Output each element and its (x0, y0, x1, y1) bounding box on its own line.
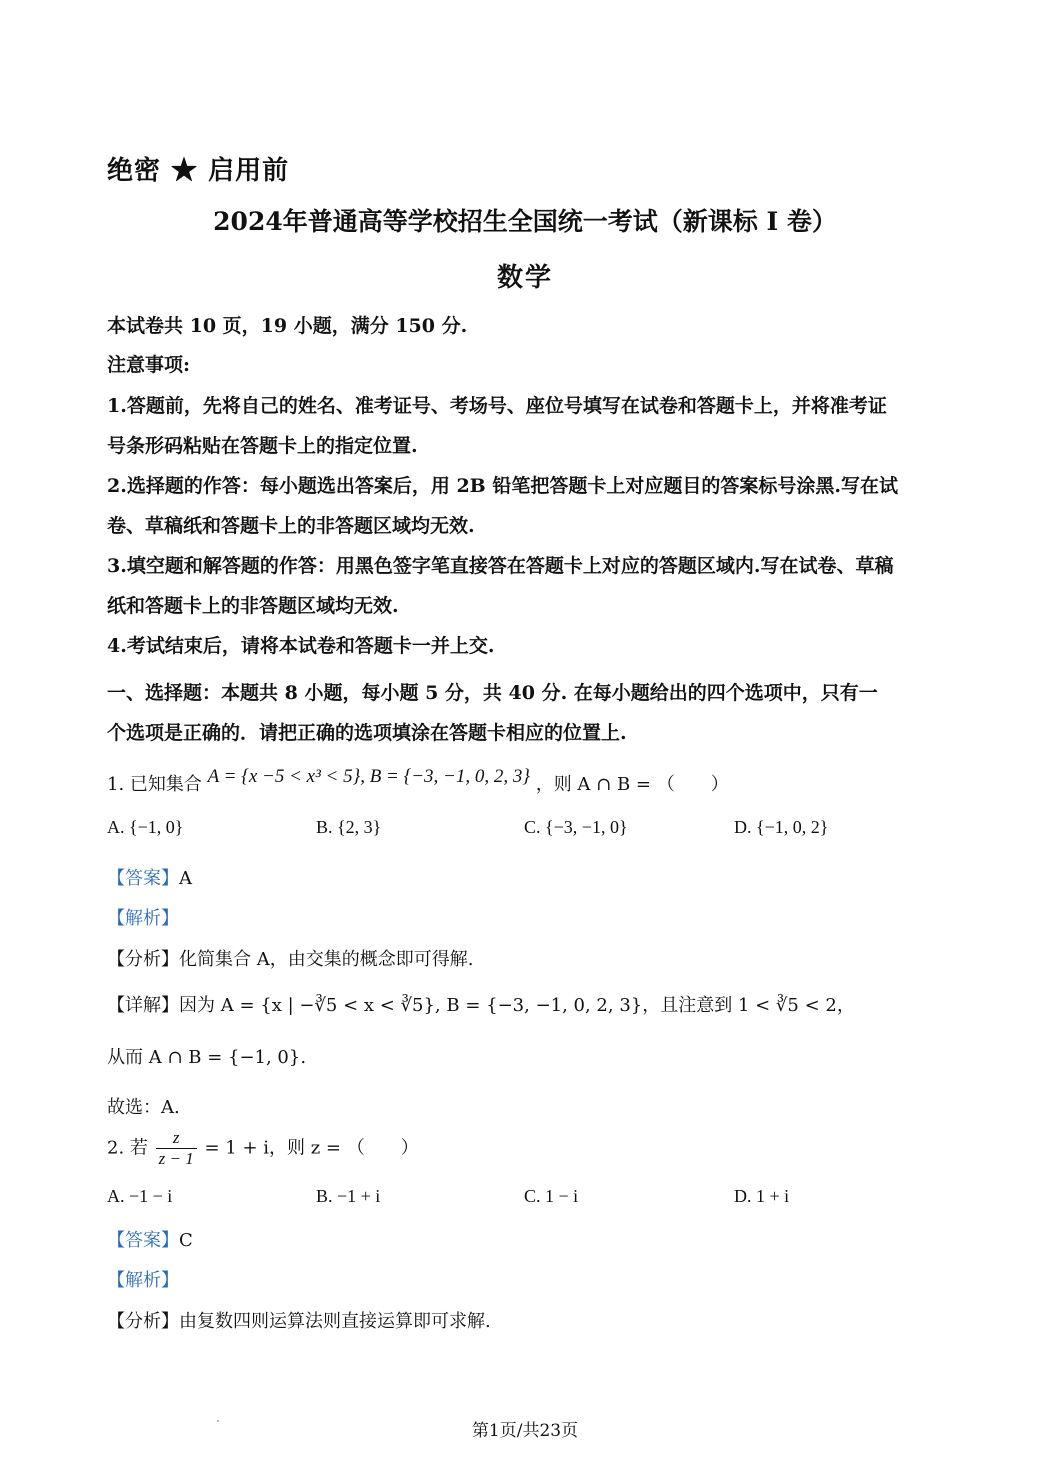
detail-text: 因为 A = {x | −∛5 < x < ∛5}, B = {−3, −1, 0, 2, 3}，且注意到 1 < ∛5 < 2， (179, 995, 855, 1016)
section-heading-line-2: 个选项是正确的．请把正确的选项填涂在答题卡相应的位置上. (107, 722, 627, 744)
notice-heading: 注意事项: (107, 354, 191, 376)
notice-1-line-1: 1.答题前，先将自己的姓名、准考证号、考场号、座位号填写在试卷和答题卡上，并将准考证 (107, 395, 887, 417)
fenxi-text: 化简集合 A，由交集的概念即可得解. (179, 949, 474, 970)
notice-4: 4.考试结束后，请将本试卷和答题卡一并上交. (107, 635, 495, 657)
notice-1-line-2: 号条形码粘贴在答题卡上的指定位置. (107, 435, 418, 457)
exam-summary: 本试卷共 10 页，19 小题，满分 150 分. (107, 315, 468, 337)
fraction-numerator: z (156, 1128, 197, 1149)
question-1-option-c: C. {−3, −1, 0} (524, 817, 628, 837)
question-1-detail (107, 991, 855, 1017)
subject-title: 数学 (496, 263, 553, 293)
notice-3-line-1: 3.填空题和解答题的作答：用黑色签字笔直接答在答题卡上对应的答题区域内.写在试卷、草稿 (107, 555, 894, 577)
section-heading-line-1: 一、选择题：本题共 8 小题，每小题 5 分，共 40 分. 在每小题给出的四个选项中，只有一 (107, 682, 878, 704)
question-1-suffix: ，则 A ∩ B = （ ） (535, 774, 729, 795)
question-1-option-b: B. {2, 3} (316, 817, 382, 837)
answer-value: A (179, 868, 192, 889)
question-2-suffix: = 1 + i，则 z = （ ） (204, 1137, 419, 1159)
question-1-conclusion: 从而 A ∩ B = {−1, 0}. (107, 1047, 307, 1068)
question-2-option-a: A. −1 − i (107, 1186, 173, 1206)
detail-tag: 【详解】 (107, 995, 179, 1016)
question-2-fenxi (107, 1307, 491, 1333)
question-2-answer (107, 1226, 193, 1252)
question-2-prefix: 2. 若 (107, 1137, 148, 1159)
question-1-prefix: 1. 已知集合 (107, 774, 202, 795)
question-2-fraction (156, 1128, 197, 1169)
analysis-tag: 【解析】 (107, 908, 179, 929)
fraction-denominator: z − 1 (158, 1149, 194, 1168)
notice-2-line-1: 2.选择题的作答：每小题选出答案后，用 2B 铅笔把答题卡上对应题目的答案标号涂黑.写在试 (107, 475, 898, 497)
answer-tag: 【答案】 (107, 1230, 179, 1251)
question-1-option-a: A. {−1, 0} (107, 817, 184, 837)
answer-value: C (179, 1230, 193, 1251)
confidential-mark: 绝密 ★ 启用前 (107, 156, 290, 186)
question-1-answer (107, 864, 192, 890)
question-1-choice: 故选：A. (107, 1097, 180, 1118)
notice-3-line-2: 纸和答题卡上的非答题区域均无效. (107, 595, 399, 617)
question-2-option-d: D. 1 + i (734, 1186, 790, 1206)
page-number: 第1页/共23页 (471, 1421, 579, 1441)
fenxi-tag: 【分析】 (107, 949, 179, 970)
notice-2-line-2: 卷、草稿纸和答题卡上的非答题区域均无效. (107, 515, 475, 537)
question-2 (107, 1128, 419, 1169)
question-1-option-d: D. {−1, 0, 2} (734, 817, 829, 837)
fenxi-tag: 【分析】 (107, 1311, 179, 1332)
question-2-option-c: C. 1 − i (524, 1186, 579, 1206)
question-1 (107, 766, 729, 796)
fenxi-text: 由复数四则运算法则直接运算即可求解. (179, 1311, 491, 1332)
question-2-option-b: B. −1 + i (316, 1186, 381, 1206)
analysis-tag: 【解析】 (107, 1270, 179, 1291)
exam-title: 2024年普通高等学校招生全国统一考试（新课标 I 卷） (213, 207, 837, 236)
question-1-sets: A = {x −5 < x³ < 5}, B = {−3, −1, 0, 2, 3} (207, 766, 530, 787)
answer-tag: 【答案】 (107, 868, 179, 889)
question-1-fenxi (107, 945, 473, 971)
